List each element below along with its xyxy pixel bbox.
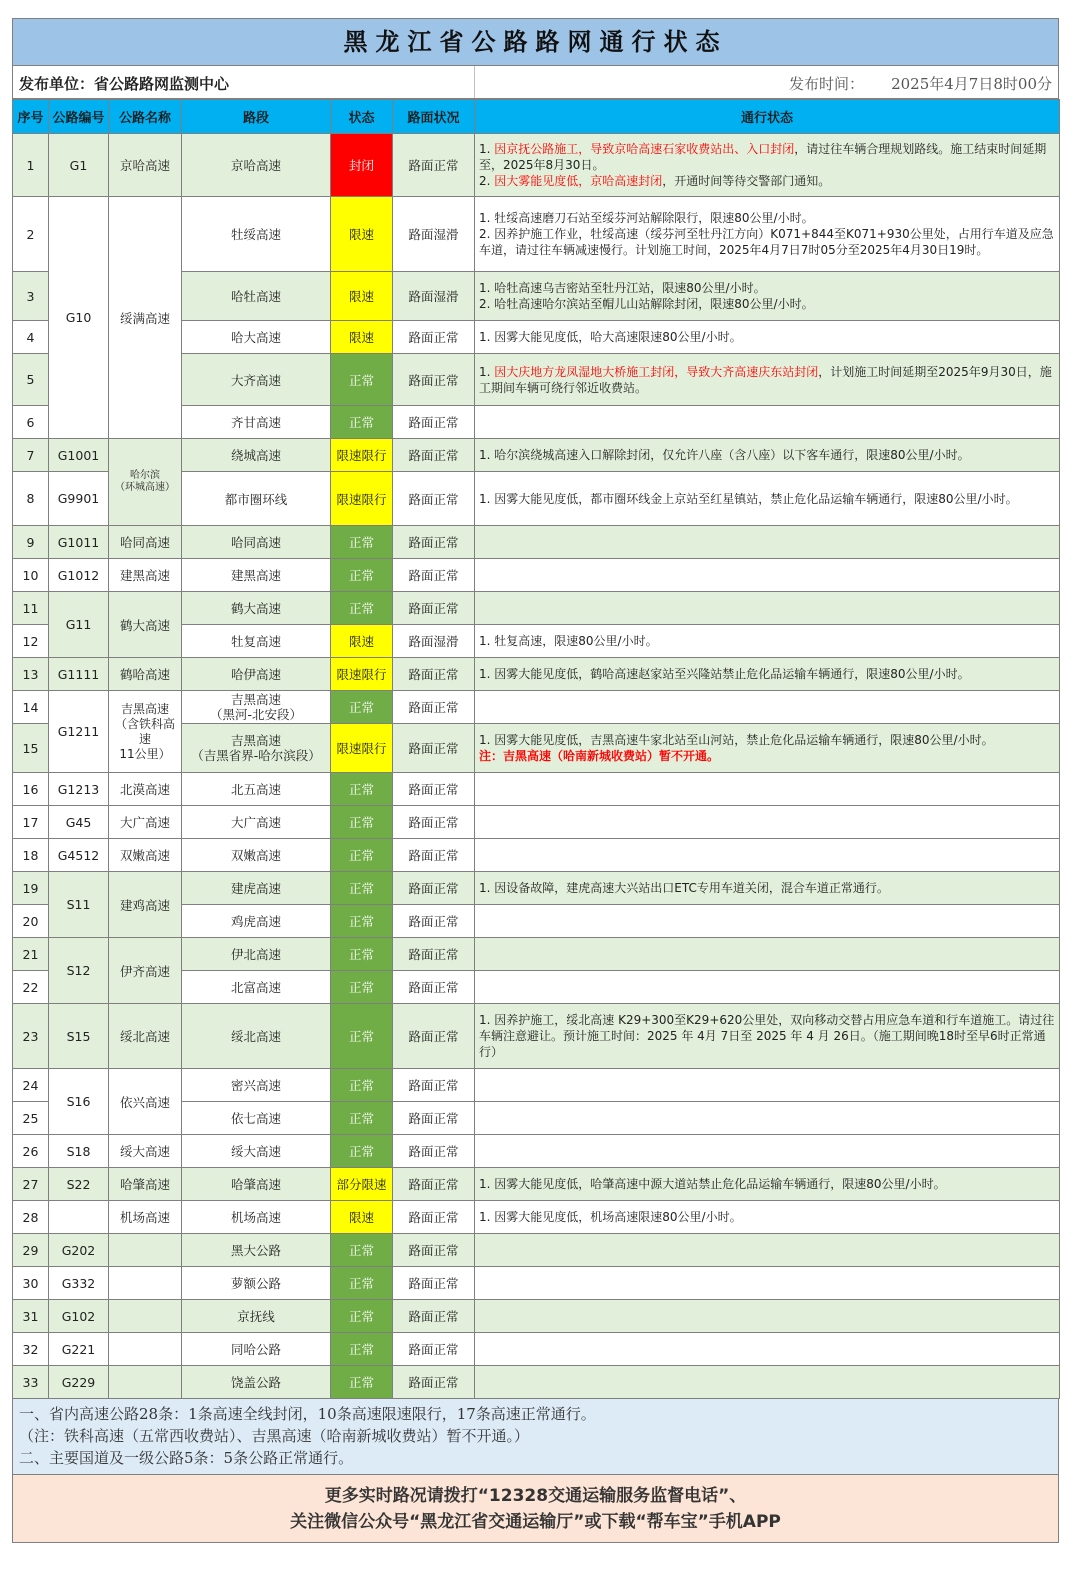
surface-condition: 路面正常 (393, 321, 475, 354)
page (12, 18, 1059, 1543)
row-no: 30 (13, 1267, 49, 1300)
surface-condition: 路面正常 (393, 1300, 475, 1333)
meta-bar (12, 66, 1059, 99)
header-status: 状态 (331, 100, 393, 134)
header-traffic: 通行状态 (475, 100, 1060, 134)
row-no: 22 (13, 971, 49, 1004)
status-badge: 封闭 (331, 134, 393, 197)
road-name: 机场高速 (109, 1201, 182, 1234)
row-no: 8 (13, 472, 49, 526)
table-row (13, 197, 1060, 272)
road-segment: 绥大高速 (182, 1135, 331, 1168)
status-badge: 正常 (331, 354, 393, 406)
traffic-note (475, 526, 1060, 559)
table-row (13, 839, 1060, 872)
traffic-note: 1. 哈尔滨绕城高速入口解除封闭，仅允许八座（含八座）以下客车通行，限速80公里/小时。 (475, 439, 1060, 472)
road-code: G4512 (49, 839, 109, 872)
traffic-note (475, 1267, 1060, 1300)
road-name: 哈肇高速 (109, 1168, 182, 1201)
status-badge: 正常 (331, 559, 393, 592)
row-no: 26 (13, 1135, 49, 1168)
traffic-note (475, 971, 1060, 1004)
status-badge: 限速限行 (331, 472, 393, 526)
road-code: G1011 (49, 526, 109, 559)
traffic-note (475, 938, 1060, 971)
status-badge: 正常 (331, 1234, 393, 1267)
traffic-note (475, 724, 1060, 773)
road-name (109, 691, 182, 773)
traffic-note (475, 1234, 1060, 1267)
traffic-note (475, 1135, 1060, 1168)
road-code: S15 (49, 1004, 109, 1069)
road-name: 北漠高速 (109, 773, 182, 806)
road-name (109, 1366, 182, 1399)
road-code: G10 (49, 197, 109, 439)
row-no: 31 (13, 1300, 49, 1333)
road-code: G45 (49, 806, 109, 839)
table-row (13, 439, 1060, 472)
road-segment: 北富高速 (182, 971, 331, 1004)
road-name: 依兴高速 (109, 1069, 182, 1135)
note-line: 1. 牡绥高速磨刀石站至绥芬河站解除限行，限速80公里/小时。 (479, 211, 814, 225)
status-badge: 限速 (331, 1201, 393, 1234)
road-name: 鹤哈高速 (109, 658, 182, 691)
row-no: 12 (13, 625, 49, 658)
row-no: 1 (13, 134, 49, 197)
road-code: G102 (49, 1300, 109, 1333)
note-prefix: 1. (479, 364, 495, 379)
table-row (13, 806, 1060, 839)
road-code: S16 (49, 1069, 109, 1135)
summary-line: 一、省内高速公路28条：1条高速全线封闭，10条高速限速限行，17条高速正常通行。 (19, 1405, 596, 1423)
road-code: G1211 (49, 691, 109, 773)
traffic-note (475, 197, 1060, 272)
road-name-line: 速 (138, 731, 151, 746)
segment-line: 吉黑高速 (230, 692, 281, 707)
summary-line: （注：铁科高速（五常西收费站）、吉黑高速（哈南新城收费站）暂不开通。） (19, 1427, 530, 1445)
table-row (13, 1004, 1060, 1069)
row-no: 25 (13, 1102, 49, 1135)
surface-condition: 路面正常 (393, 938, 475, 971)
road-name: 绥大高速 (109, 1135, 182, 1168)
row-no: 19 (13, 872, 49, 905)
surface-condition: 路面正常 (393, 592, 475, 625)
status-badge: 限速 (331, 625, 393, 658)
note-warning: 注：吉黑高速（哈南新城收费站）暂不开通。 (479, 749, 720, 763)
row-no: 11 (13, 592, 49, 625)
row-no: 15 (13, 724, 49, 773)
road-code: G202 (49, 1234, 109, 1267)
status-badge: 正常 (331, 971, 393, 1004)
row-no: 17 (13, 806, 49, 839)
traffic-note (475, 806, 1060, 839)
segment-line: （黑河-北安段） (209, 707, 302, 722)
road-segment: 机场高速 (182, 1201, 331, 1234)
traffic-note (475, 1300, 1060, 1333)
row-no: 5 (13, 354, 49, 406)
surface-condition: 路面正常 (393, 354, 475, 406)
row-no: 9 (13, 526, 49, 559)
road-name: 伊齐高速 (109, 938, 182, 1004)
table-row (13, 1366, 1060, 1399)
road-segment (182, 691, 331, 724)
status-badge: 限速限行 (331, 724, 393, 773)
road-code: G9901 (49, 472, 109, 526)
road-segment: 哈肇高速 (182, 1168, 331, 1201)
surface-condition: 路面正常 (393, 439, 475, 472)
status-badge: 正常 (331, 1366, 393, 1399)
road-segment: 伊北高速 (182, 938, 331, 971)
status-badge: 正常 (331, 1300, 393, 1333)
summary-box (12, 1399, 1059, 1475)
footer-line: 关注微信公众号“黑龙江省交通运输厅”或下载“帮车宝”手机APP (290, 1512, 781, 1532)
table-row (13, 134, 1060, 197)
surface-condition: 路面正常 (393, 1267, 475, 1300)
status-badge: 正常 (331, 806, 393, 839)
road-segment: 牡绥高速 (182, 197, 331, 272)
road-segment: 牡复高速 (182, 625, 331, 658)
header-surface: 路面状况 (393, 100, 475, 134)
note-line: 2. 因养护施工作业，牡绥高速（绥芬河至牡丹江方向）K071+844至K071+930公里处，占用行车道及应急车道，请过往车辆减速慢行。计划施工时间，2025年4月7日7时05分至2025年4月30日19时。 (479, 227, 1054, 257)
note-text: ，请过往车辆合理规划路线。施工结束时间延期至，2025年8月30日。 (479, 142, 1047, 172)
summary-line: 二、主要国道及一级公路5条：5条公路正常通行。 (19, 1449, 354, 1467)
table-row (13, 1069, 1060, 1102)
table-row (13, 872, 1060, 905)
surface-condition: 路面正常 (393, 1135, 475, 1168)
note-line: 1. 因雾大能见度低，吉黑高速牛家北站至山河站，禁止危化品运输车辆通行，限速80公里/小时。 (479, 733, 994, 747)
surface-condition: 路面正常 (393, 559, 475, 592)
surface-condition: 路面正常 (393, 806, 475, 839)
road-code: S12 (49, 938, 109, 1004)
road-segment: 鸡虎高速 (182, 905, 331, 938)
status-badge: 正常 (331, 691, 393, 724)
road-segment: 建虎高速 (182, 872, 331, 905)
row-no: 20 (13, 905, 49, 938)
surface-condition: 路面正常 (393, 839, 475, 872)
status-badge: 正常 (331, 872, 393, 905)
table-row (13, 526, 1060, 559)
road-segment: 绥北高速 (182, 1004, 331, 1069)
road-segment: 哈伊高速 (182, 658, 331, 691)
status-badge: 正常 (331, 1333, 393, 1366)
row-no: 14 (13, 691, 49, 724)
status-badge: 限速限行 (331, 439, 393, 472)
road-segment: 鹤大高速 (182, 592, 331, 625)
road-name: 双嫩高速 (109, 839, 182, 872)
status-badge: 正常 (331, 526, 393, 559)
status-badge: 正常 (331, 406, 393, 439)
status-badge: 限速限行 (331, 658, 393, 691)
table-row (13, 592, 1060, 625)
road-name: 建黑高速 (109, 559, 182, 592)
surface-condition: 路面正常 (393, 1069, 475, 1102)
surface-condition: 路面正常 (393, 472, 475, 526)
traffic-note (475, 1333, 1060, 1366)
surface-condition: 路面正常 (393, 1333, 475, 1366)
road-name: 建鸡高速 (109, 872, 182, 938)
road-segment: 北五高速 (182, 773, 331, 806)
traffic-note (475, 559, 1060, 592)
segment-line: 吉黑高速 (230, 733, 281, 748)
meta-divider (474, 66, 475, 98)
segment-line: （吉黑省界-哈尔滨段） (191, 748, 321, 763)
road-name-line: （环城高速） (115, 482, 175, 493)
surface-condition: 路面正常 (393, 724, 475, 773)
note-prefix: 1. (479, 142, 495, 156)
traffic-note (475, 1069, 1060, 1102)
footer-line: 更多实时路况请拨打“12328交通运输服务监督电话”、 (324, 1486, 747, 1506)
road-name-line: 哈尔滨 (130, 470, 160, 481)
row-no: 4 (13, 321, 49, 354)
table-row (13, 1201, 1060, 1234)
road-code: S22 (49, 1168, 109, 1201)
traffic-note: 1. 因雾大能见度低，哈大高速限速80公里/小时。 (475, 321, 1060, 354)
road-segment: 哈大高速 (182, 321, 331, 354)
road-segment: 京抚线 (182, 1300, 331, 1333)
surface-condition: 路面湿滑 (393, 197, 475, 272)
row-no: 21 (13, 938, 49, 971)
table-row (13, 1333, 1060, 1366)
note-text: ，开通时间等待交警部门通知。 (662, 174, 831, 188)
road-name: 京哈高速 (109, 134, 182, 197)
footer-box (12, 1475, 1059, 1543)
road-name (109, 439, 182, 526)
row-no: 3 (13, 272, 49, 321)
publish-time-label: 发布时间： (789, 75, 865, 93)
row-no: 18 (13, 839, 49, 872)
row-no: 23 (13, 1004, 49, 1069)
road-name: 鹤大高速 (109, 592, 182, 658)
surface-condition: 路面正常 (393, 526, 475, 559)
status-badge: 正常 (331, 1004, 393, 1069)
road-code: S11 (49, 872, 109, 938)
surface-condition: 路面正常 (393, 691, 475, 724)
road-segment: 京哈高速 (182, 134, 331, 197)
note-highlight: 因大雾能见度低，京哈高速封闭 (494, 174, 663, 188)
table-row (13, 1234, 1060, 1267)
table-row (13, 1135, 1060, 1168)
traffic-note: 1. 因雾大能见度低，哈肇高速中源大道站禁止危化品运输车辆通行，限速80公里/小时。 (475, 1168, 1060, 1201)
surface-condition: 路面正常 (393, 905, 475, 938)
traffic-note: 1. 因雾大能见度低，鹤哈高速赵家站至兴隆站禁止危化品运输车辆通行，限速80公里/小时。 (475, 658, 1060, 691)
road-code: G11 (49, 592, 109, 658)
row-no: 28 (13, 1201, 49, 1234)
traffic-note (475, 905, 1060, 938)
traffic-note (475, 773, 1060, 806)
status-table (12, 99, 1060, 1399)
status-badge: 部分限速 (331, 1168, 393, 1201)
note-line: 1. 哈牡高速乌吉密站至牡丹江站，限速80公里/小时。 (479, 281, 766, 295)
road-segment: 依七高速 (182, 1102, 331, 1135)
road-segment (182, 724, 331, 773)
table-row (13, 938, 1060, 971)
status-badge: 正常 (331, 773, 393, 806)
traffic-note (475, 839, 1060, 872)
status-badge: 正常 (331, 1102, 393, 1135)
road-segment: 密兴高速 (182, 1069, 331, 1102)
road-segment: 大广高速 (182, 806, 331, 839)
surface-condition: 路面正常 (393, 406, 475, 439)
road-code: G1 (49, 134, 109, 197)
header-no: 序号 (13, 100, 49, 134)
surface-condition: 路面正常 (393, 1168, 475, 1201)
row-no: 7 (13, 439, 49, 472)
road-segment: 同哈公路 (182, 1333, 331, 1366)
table-row (13, 559, 1060, 592)
row-no: 33 (13, 1366, 49, 1399)
row-no: 24 (13, 1069, 49, 1102)
traffic-note (475, 406, 1060, 439)
note-highlight: 因大庆地方龙凤湿地大桥施工封闭，导致大齐高速庆东站封闭 (494, 364, 819, 379)
traffic-note: 1. 因雾大能见度低，都市圈环线金上京站至红星镇站，禁止危化品运输车辆通行，限速80公里/小时。 (475, 472, 1060, 526)
road-segment: 大齐高速 (182, 354, 331, 406)
publish-time: 2025年4月7日8时00分 (891, 75, 1052, 93)
road-name: 大广高速 (109, 806, 182, 839)
table-row (13, 1300, 1060, 1333)
status-badge: 限速 (331, 197, 393, 272)
surface-condition: 路面湿滑 (393, 625, 475, 658)
road-segment: 建黑高速 (182, 559, 331, 592)
road-segment: 哈同高速 (182, 526, 331, 559)
surface-condition: 路面正常 (393, 1102, 475, 1135)
road-code (49, 1201, 109, 1234)
traffic-note: 1. 牡复高速，限速80公里/小时。 (475, 625, 1060, 658)
road-code: G332 (49, 1267, 109, 1300)
road-code: G1213 (49, 773, 109, 806)
road-segment: 都市圈环线 (182, 472, 331, 526)
status-badge: 正常 (331, 1135, 393, 1168)
table-header-row (13, 100, 1060, 134)
road-code: G1111 (49, 658, 109, 691)
note-highlight: 因京抚公路施工，导致京哈高速石家收费站出、入口封闭 (494, 142, 795, 156)
row-no: 10 (13, 559, 49, 592)
row-no: 27 (13, 1168, 49, 1201)
road-name (109, 1234, 182, 1267)
row-no: 13 (13, 658, 49, 691)
road-name (109, 1267, 182, 1300)
road-code: G221 (49, 1333, 109, 1366)
publisher: 发布单位：省公路路网监测中心 (19, 75, 230, 93)
road-code: G1001 (49, 439, 109, 472)
status-badge: 限速 (331, 272, 393, 321)
road-name (109, 1333, 182, 1366)
row-no: 29 (13, 1234, 49, 1267)
status-badge: 正常 (331, 1267, 393, 1300)
surface-condition: 路面正常 (393, 134, 475, 197)
status-badge: 限速 (331, 321, 393, 354)
status-badge: 正常 (331, 1069, 393, 1102)
header-segment: 路段 (182, 100, 331, 134)
road-segment: 饶盖公路 (182, 1366, 331, 1399)
road-name: 哈同高速 (109, 526, 182, 559)
surface-condition: 路面正常 (393, 1004, 475, 1069)
road-segment: 齐甘高速 (182, 406, 331, 439)
status-badge: 正常 (331, 938, 393, 971)
status-badge: 正常 (331, 839, 393, 872)
table-row (13, 1168, 1060, 1201)
surface-condition: 路面正常 (393, 1366, 475, 1399)
surface-condition: 路面正常 (393, 971, 475, 1004)
traffic-note (475, 354, 1060, 406)
surface-condition: 路面正常 (393, 773, 475, 806)
road-code: G229 (49, 1366, 109, 1399)
surface-condition: 路面正常 (393, 658, 475, 691)
row-no: 32 (13, 1333, 49, 1366)
surface-condition: 路面正常 (393, 1201, 475, 1234)
road-segment: 哈牡高速 (182, 272, 331, 321)
road-code: S18 (49, 1135, 109, 1168)
traffic-note: 1. 因雾大能见度低，机场高速限速80公里/小时。 (475, 1201, 1060, 1234)
surface-condition: 路面正常 (393, 1234, 475, 1267)
road-name-line: （含铁科高 (114, 716, 175, 731)
road-code: G1012 (49, 559, 109, 592)
row-no: 6 (13, 406, 49, 439)
road-name: 绥满高速 (109, 197, 182, 439)
road-name: 绥北高速 (109, 1004, 182, 1069)
page-title: 黑龙江省公路路网通行状态 (12, 18, 1059, 66)
road-segment: 双嫩高速 (182, 839, 331, 872)
table-row (13, 773, 1060, 806)
note-prefix: 2. (479, 174, 495, 188)
traffic-note: 1. 因设备故障，建虎高速大兴站出口ETC专用车道关闭，混合车道正常通行。 (475, 872, 1060, 905)
road-segment: 绕城高速 (182, 439, 331, 472)
table-row (13, 1267, 1060, 1300)
road-name-line: 吉黑高速 (120, 701, 169, 716)
status-badge: 正常 (331, 592, 393, 625)
traffic-note (475, 272, 1060, 321)
row-no: 2 (13, 197, 49, 272)
header-name: 公路名称 (109, 100, 182, 134)
traffic-note (475, 592, 1060, 625)
note-line: 2. 哈牡高速哈尔滨站至帽儿山站解除封闭，限速80公里/小时。 (479, 297, 814, 311)
table-row (13, 691, 1060, 724)
road-segment: 萝额公路 (182, 1267, 331, 1300)
status-badge: 正常 (331, 905, 393, 938)
surface-condition: 路面正常 (393, 872, 475, 905)
road-name (109, 1300, 182, 1333)
traffic-note: 1. 因养护施工，绥北高速 K29+300至K29+620公里处，双向移动交替占用应急车道和行车道施工。请过往车辆注意避让。预计施工时间：2025 年 4月 7日至 2025 年 4 月 26日。（施工期间晚18时至早6时正常通行） (475, 1004, 1060, 1069)
surface-condition: 路面湿滑 (393, 272, 475, 321)
table-row (13, 658, 1060, 691)
traffic-note (475, 134, 1060, 197)
traffic-note (475, 1366, 1060, 1399)
road-segment: 黑大公路 (182, 1234, 331, 1267)
note-text: ，计划施工时间延期至2025年9月30日，施工期间车辆可绕行邻近收费站。 (479, 364, 1052, 395)
road-name-line: 11公里） (119, 746, 171, 761)
row-no: 16 (13, 773, 49, 806)
traffic-note (475, 691, 1060, 724)
header-code: 公路编号 (49, 100, 109, 134)
traffic-note (475, 1102, 1060, 1135)
